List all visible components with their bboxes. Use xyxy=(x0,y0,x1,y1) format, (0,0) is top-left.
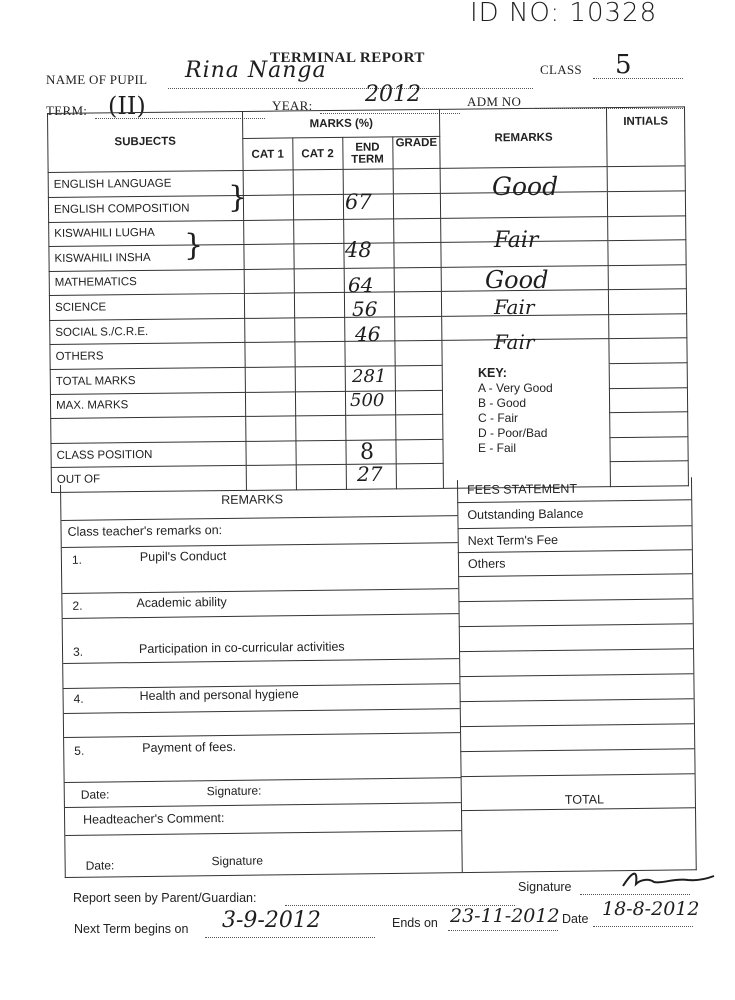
remarks-header: REMARKS xyxy=(440,108,607,169)
remark-item-text: Academic ability xyxy=(136,594,227,611)
subject-cell: KISWAHILI INSHA xyxy=(49,245,244,272)
remark-item-text: Health and personal hygiene xyxy=(139,687,299,704)
footer-date: 18-8-2012 xyxy=(602,898,700,920)
lower-remarks-title: REMARKS xyxy=(221,492,284,508)
cat1-header: CAT 1 xyxy=(243,138,293,171)
science-mark: 56 xyxy=(352,297,378,321)
bracket-mark: } xyxy=(228,180,248,215)
subject-cell xyxy=(51,417,246,444)
max-mark: 500 xyxy=(350,390,385,411)
next-term-fee-label: Next Term's Fee xyxy=(467,532,559,549)
cat2-header: CAT 2 xyxy=(292,137,342,170)
remark-social: Fair xyxy=(494,330,535,354)
total-label: TOTAL xyxy=(564,792,605,807)
lower-section xyxy=(60,477,697,878)
subject-cell: CLASS POSITION xyxy=(51,441,246,468)
year-label: YEAR: xyxy=(272,98,313,113)
date-footer-label: Date xyxy=(562,912,589,926)
marks-header: MARKS (%) xyxy=(242,109,440,138)
subject-cell: ENGLISH LANGUAGE xyxy=(48,171,243,198)
remark-item-text: Payment of fees. xyxy=(142,739,237,756)
signature-label-2: Signature xyxy=(211,853,264,869)
subject-cell: OUT OF xyxy=(51,466,246,493)
adm-label: ADM NO xyxy=(467,94,522,109)
out-of-mark: 27 xyxy=(357,462,383,486)
key-a: A - Very Good xyxy=(478,381,553,395)
pupil-name: Rina Nanga xyxy=(185,58,327,83)
key-d: D - Poor/Bad xyxy=(478,426,548,440)
remark-item-text: Participation in co-curricular activities xyxy=(138,639,345,657)
subject-cell: MATHEMATICS xyxy=(49,269,244,296)
math-mark: 64 xyxy=(348,273,374,297)
key-title: KEY: xyxy=(478,366,507,380)
headteacher-comment-label: Headteacher's Comment: xyxy=(83,811,225,827)
key-b: B - Good xyxy=(478,396,527,410)
subject-cell: MAX. MARKS xyxy=(50,392,245,419)
remark-english: Good xyxy=(492,172,559,201)
grade-key xyxy=(478,366,553,456)
date-label-2: Date: xyxy=(85,858,115,873)
term-label: TERM: xyxy=(46,103,88,118)
subject-cell: ENGLISH COMPOSITION xyxy=(48,195,243,222)
remark-item-number: 1. xyxy=(71,552,83,567)
remark-item-number: 5. xyxy=(74,743,85,758)
kiswahili-mark: 48 xyxy=(345,238,372,262)
others-fee-label: Others xyxy=(467,556,506,572)
remark-item-number: 2. xyxy=(72,598,83,613)
subject-cell: OTHERS xyxy=(50,343,245,370)
name-label: NAME OF PUPIL xyxy=(46,72,148,87)
english-mark: 67 xyxy=(345,190,372,214)
bracket-mark: } xyxy=(184,228,204,263)
subject-cell: SCIENCE xyxy=(49,294,244,321)
class-label: CLASS xyxy=(540,62,582,77)
signature-footer-label: Signature xyxy=(518,880,572,894)
next-term-date: 3-9-2012 xyxy=(222,908,321,933)
fees-statement-title: FEES STATEMENT xyxy=(467,481,578,498)
outstanding-balance-label: Outstanding Balance xyxy=(467,506,584,523)
teacher-remarks-label: Class teacher's remarks on: xyxy=(67,523,223,539)
remark-kiswahili: Fair xyxy=(494,228,539,253)
grade-header: GRADE xyxy=(392,136,440,169)
term-value: (II) xyxy=(108,92,146,120)
year-value: 2012 xyxy=(365,82,421,107)
subject-cell: SOCIAL S./C.R.E. xyxy=(50,318,245,345)
key-e: E - Fail xyxy=(478,441,517,455)
initials-header: INTIALS xyxy=(607,107,686,167)
remark-math: Good xyxy=(485,266,549,294)
total-mark: 281 xyxy=(352,366,387,387)
key-c: C - Fair xyxy=(478,411,518,425)
remark-science: Fair xyxy=(494,295,535,319)
subjects-header: SUBJECTS xyxy=(48,111,243,172)
subject-cell: TOTAL MARKS xyxy=(50,367,245,394)
subject-cell: KISWAHILI LUGHA xyxy=(49,220,244,247)
parent-signature xyxy=(618,862,718,894)
report-title: TERMINAL REPORT xyxy=(270,50,425,66)
remark-item-text: Pupil's Conduct xyxy=(139,548,227,565)
class-value: 5 xyxy=(615,50,632,80)
id-number: ID NO: 10328 xyxy=(470,0,658,28)
report-seen-label: Report seen by Parent/Guardian: xyxy=(73,891,257,905)
social-mark: 46 xyxy=(355,322,381,346)
signature-label: Signature: xyxy=(206,783,262,799)
next-term-label: Next Term begins on xyxy=(74,922,189,936)
ends-on-label: Ends on xyxy=(392,916,438,930)
date-label: Date: xyxy=(80,787,110,802)
remark-item-number: 3. xyxy=(72,644,84,659)
position-mark: 8 xyxy=(360,440,374,465)
remark-item-number: 4. xyxy=(73,691,84,706)
end-term-header: END TERM xyxy=(342,137,392,170)
ends-on-date: 23-11-2012 xyxy=(450,905,560,927)
